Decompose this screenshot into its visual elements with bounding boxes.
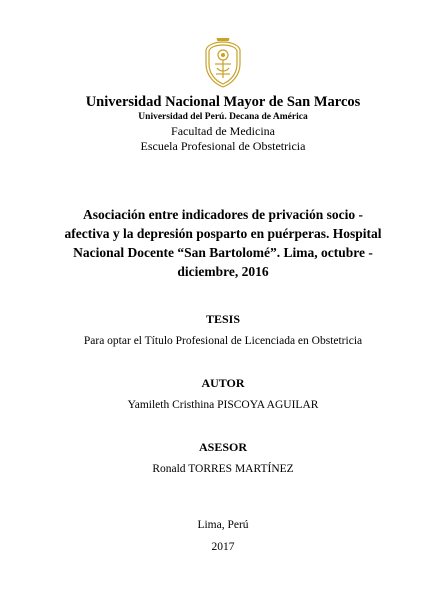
school-name: Escuela Profesional de Obstetricia — [140, 139, 306, 153]
author-name: Yamileth Cristhina PISCOYA AGUILAR — [127, 399, 319, 411]
thesis-purpose: Para optar el Título Profesional de Licenciada en Obstetricia — [83, 335, 363, 347]
thesis-title — [40, 205, 406, 281]
university-name: Universidad Nacional Mayor de San Marcos — [85, 94, 361, 110]
thesis-title-line: diciembre, 2016 — [177, 264, 269, 279]
thesis-type-heading: TESIS — [205, 312, 241, 326]
publication-place: Lima, Perú — [197, 519, 249, 531]
university-crest-icon — [201, 38, 245, 90]
university-subtitle: Universidad del Perú. Decana de América — [138, 112, 308, 122]
author-heading: AUTOR — [201, 376, 245, 390]
thesis-title-line: Nacional Docente “San Bartolomé”. Lima, octubre - — [73, 245, 373, 260]
thesis-title-line: afectiva y la depresión posparto en puérperas. Hospital — [64, 226, 382, 241]
advisor-name: Ronald TORRES MARTÍNEZ — [152, 463, 294, 475]
advisor-heading: ASESOR — [198, 440, 248, 454]
publication-year: 2017 — [211, 541, 235, 553]
faculty-name: Facultad de Medicina — [171, 124, 275, 138]
thesis-title-line: Asociación entre indicadores de privación socio - — [83, 207, 363, 222]
